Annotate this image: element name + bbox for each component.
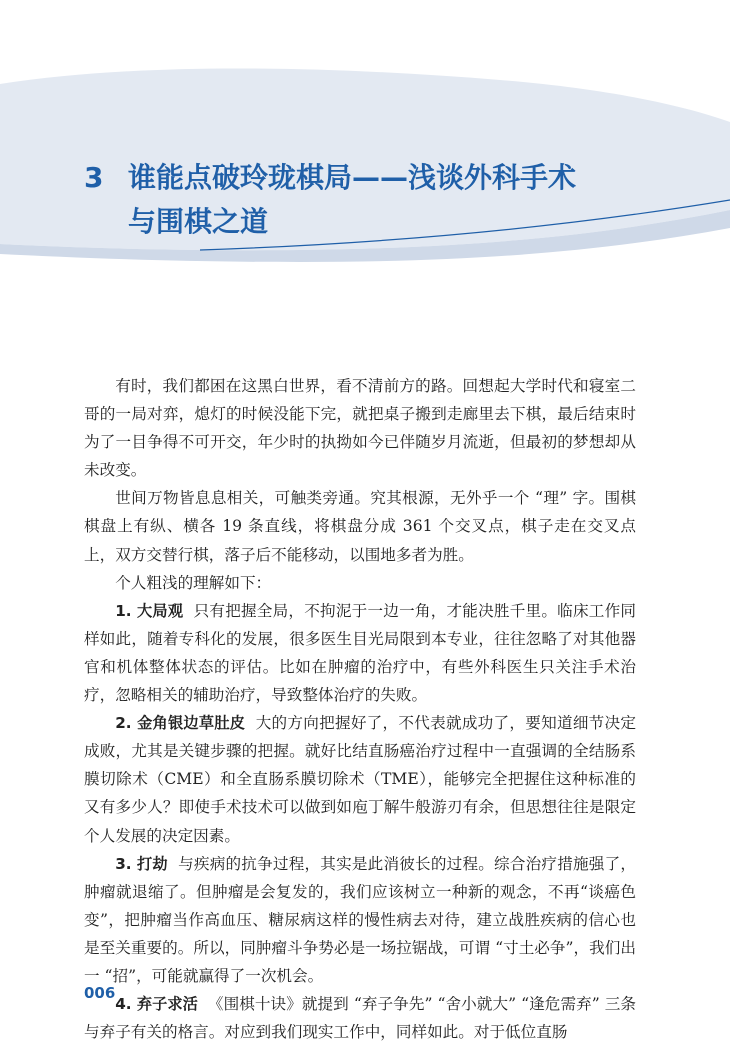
paragraph [84,597,636,709]
chapter-title-line2: 与围棋之道 [128,205,269,238]
paragraph-text: 有时，我们都困在这黑白世界，看不清前方的路。回想起大学时代和寝室二哥的一局对弈，熄灯的时候没能下完，就把桌子搬到走廊里去下棋，最后结束时为了一目争得不可开交，年少时的执拗如今已伴随岁月流逝，但最初的梦想却从未改变。 [84,377,636,480]
paragraph-text: 只有把握全局，不拘泥于一边一角，才能决胜千里。临床工作同样如此，随着专科化的发展，很多医生目光局限到本专业，往往忽略了对其他器官和机体整体状态的评估。比如在肿瘤的治疗中，有些外科医生只关注手术治疗，忽略相关的辅助治疗，导致整体治疗的失败。 [84,601,636,705]
header-banner [0,0,730,300]
paragraph [84,990,636,1046]
chapter-title-line1: 谁能点破玲珑棋局——浅谈外科手术 [128,161,577,194]
paragraph-text: 个人粗浅的理解如下： [115,573,272,592]
chapter-number: 3 [84,161,104,194]
paragraph-text: 大的方向把握好了，不代表就成功了，要知道细节决定成败，尤其是关键步骤的把握。就好比结直肠癌治疗过程中一直强调的全结肠系膜切除术（CME）和全直肠系膜切除术（TME），能够完全把握住这种标准的又有多少人？即使手术技术可以做到如庖丁解牛般游刃有余，但思想往往是限定个人发展的决定因素。 [84,714,636,845]
section-heading: 3. 打劫 [115,854,168,873]
paragraph-text: 与疾病的抗争过程，其实是此消彼长的过程。综合治疗措施强了，肿瘤就退缩了。但肿瘤是会复发的，我们应该树立一种新的观念，不再“谈癌色变”，把肿瘤当作高血压、糖尿病这样的慢性病去对待，建立战胜疾病的信心也是至关重要的。所以，同肿瘤斗争势必是一场拉锯战，可谓 “寸土必争”，我们出一 “招”，可能就赢得了一次机会。 [84,854,636,985]
paragraph-text: 《围棋十诀》就提到 “弃子争先” “舍小就大” “逢危需弃” 三条与弃子有关的格言。对应到我们现实工作中，同样如此。对于低位直肠 [84,995,636,1042]
section-heading: 4. 弃子求活 [115,995,198,1014]
paragraph [84,372,636,484]
paragraph-text: 世间万物皆息息相关，可触类旁通。究其根源，无外乎一个 “理” 字。围棋棋盘上有纵、横各 19 条直线，将棋盘分成 361 个交叉点，棋子走在交叉点上，双方交替行棋，落子后不能移动，以围地多者为胜。 [84,489,636,564]
page-number: 006 [84,984,116,1002]
paragraph [84,484,636,568]
chapter-title [84,156,684,244]
paragraph [84,850,636,990]
paragraph [84,569,636,597]
section-heading: 2. 金角银边草肚皮 [115,714,246,733]
body-text [84,372,636,1046]
section-heading: 1. 大局观 [115,601,184,620]
paragraph [84,709,636,849]
